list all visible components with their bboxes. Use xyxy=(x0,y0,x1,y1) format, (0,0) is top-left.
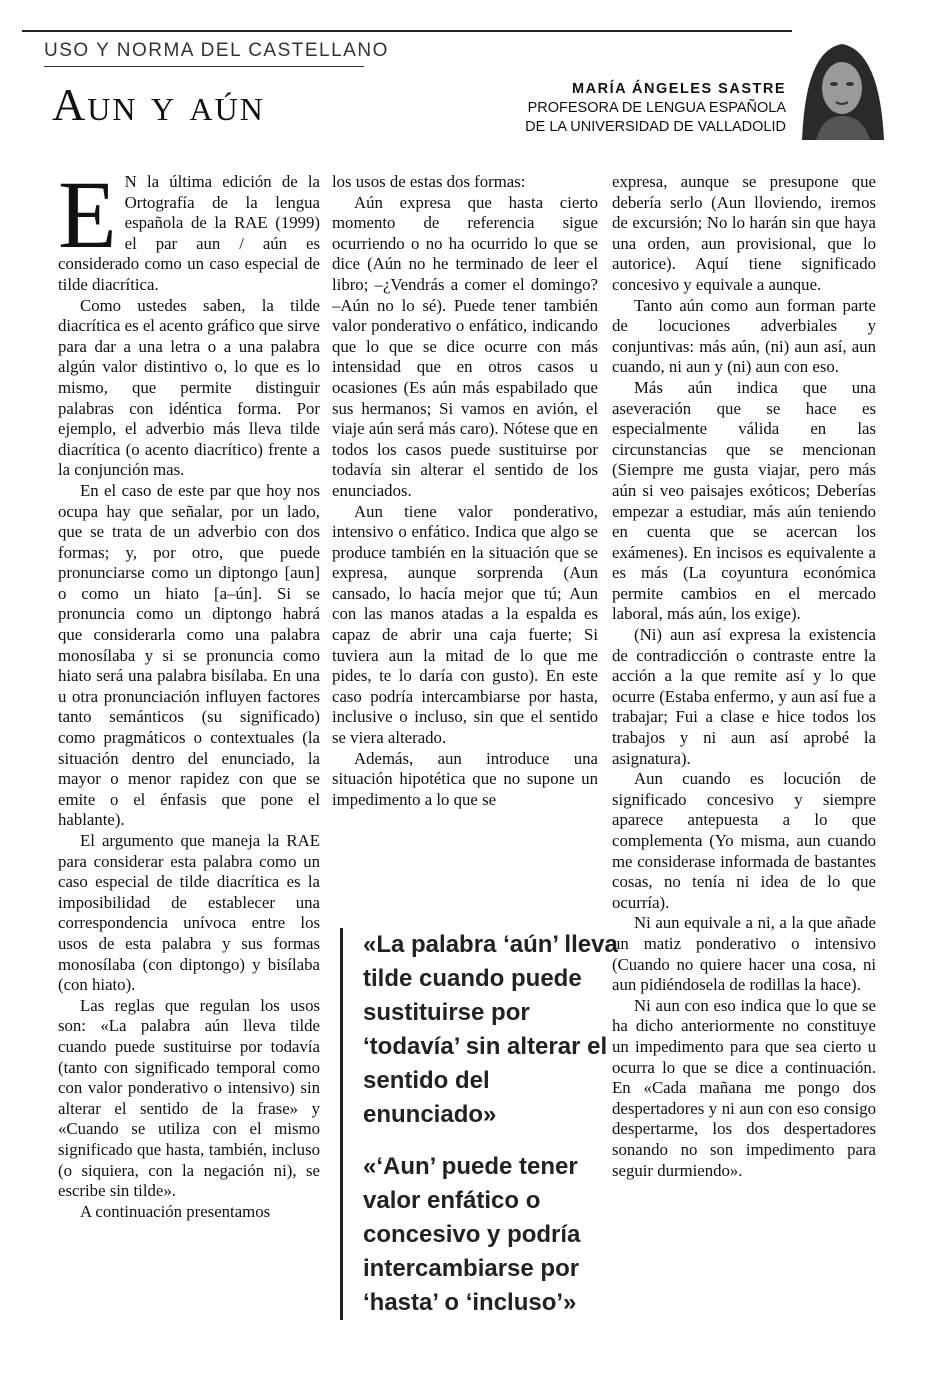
author-block xyxy=(525,80,786,137)
paragraph: Además, aun introduce una situación hipotética que no supone un impedimento a lo que se xyxy=(332,748,598,809)
paragraph: Ni aun equivale a ni, a la que añade un matiz ponderativo o intensivo (Cuando no quiere hacer una cosa, ni aun pidiéndosela de rodillas la hace). xyxy=(612,913,876,995)
paragraph: El argumento que maneja la RAE para considerar esta palabra como un caso especial de tilde diacrítica es la imposibilidad de establecer una correspondencia unívoca entre los usos de esta palabra y sus formas monosílaba (con diptongo) y bisílaba (con hiato). xyxy=(58,831,320,995)
author-name: MARÍA ÁNGELES SASTRE xyxy=(572,81,786,97)
paragraph: Ni aun con eso indica que lo que se ha dicho anteriormente no constituye un impedimento para que sea cierto u ocurra lo que se dice a continuación. En «Cada mañana me pongo dos despertadores y ni aun con eso consigo despertarme, los dos despertadores sonando no son impedimento para seguir durmiendo». xyxy=(612,995,876,1180)
drop-cap: E xyxy=(58,161,117,268)
pull-quote: «‘Aun’ puede tener valor enfático o concesivo y podría intercambiarse por ‘hasta’ o ‘incluso’» xyxy=(363,1153,581,1316)
section-label: USO Y NORMA DEL CASTELLANO xyxy=(44,40,389,61)
paragraph: A continuación presentamos xyxy=(80,1201,271,1221)
section-underline xyxy=(44,66,364,67)
paragraph: Las reglas que regulan los usos son: «La palabra aún lleva tilde cuando puede sustituirse por todavía (tanto con significado temporal como con valor ponderativo o intensivo) sin alterar el sentido de la frase» y «Cuando se utiliza con el mismo significado que hasta, también, incluso (o siquiera, con la negación ni), se escribe sin tilde». xyxy=(58,995,320,1201)
author-role-line-1: PROFESORA DE LENGUA ESPAÑOLA xyxy=(527,100,786,116)
column-2 xyxy=(332,172,598,810)
column-1 xyxy=(58,161,320,1222)
pull-quote: «La palabra ‘aún’ lleva tilde cuando puede sustituirse por ‘todavía’ sin alterar el sentido del enunciado» xyxy=(363,931,618,1128)
article-title: Aun y aún xyxy=(52,79,265,130)
column-3 xyxy=(612,172,876,1181)
paragraph: En el caso de este par que hoy nos ocupa hay que señalar, por un lado, que se trata de un adverbio con dos formas; y, por otro, que puede pronunciarse como un diptongo [aun] o como un hiato [a–ún]. Si se pronuncia como un diptongo habrá que considerarla como una palabra monosílaba y si se pronuncia como hiato será una palabra bisílaba. En una u otra pronunciación influyen factores tanto semánticos (su significado) como pragmáticos o contextuales (la situación dentro del enunciado, la mayor o menor rapidez con que se emite o el énfasis que pone el hablante). xyxy=(58,480,320,830)
pull-quote-box xyxy=(340,928,625,1320)
paragraph: expresa, aunque se presupone que debería serlo (Aun lloviendo, iremos de excursión; No lo harán sin que haya una orden, aun provisional, que lo autorice). Aquí tiene significado concesivo y equivale a aunque. xyxy=(612,172,876,294)
top-rule xyxy=(22,30,890,32)
paragraph: E N la última edición de la Ortografía de la lengua española de la RAE (1999) el par aun / aún es considerado como un caso especial de tilde diacrítica. xyxy=(58,161,320,294)
paragraph: Tanto aún como aun forman parte de locuciones adverbiales y conjuntivas: más aún, (ni) aun así, aun cuando, ni aun y (ni) aun con eso. xyxy=(612,295,876,377)
paragraph: Aun tiene valor ponderativo, intensivo o enfático. Indica que algo se produce también en la situación que se expresa, aunque sorprenda (Aun cansado, lo hacía mejor que tú; Aun con las manos atadas a la espalda es capaz de abrir una caja fuerte; Si tuviera aun la mitad de lo que me pides, te lo daría con gusto). En este caso podría intercambiarse por hasta, inclusive o incluso, sin que el sentido se viera alterado. xyxy=(332,501,598,748)
paragraph: los usos de estas dos formas: xyxy=(332,172,526,191)
paragraph: Aun cuando es locución de significado concesivo y siempre aparece antepuesta a lo que complementa (Yo misma, aun cuando me considerase informada de bastantes cosas, no tenía ni idea de lo que ocurría). xyxy=(612,769,876,912)
paragraph: (Ni) aun así expresa la existencia de contradicción o contraste entre la acción a la que remite así y lo que ocurre (Estaba enfermo, y aun así fue a trabajar; Fui a clase e hice todos los trabajos y ni aun así aprobé la asignatura). xyxy=(612,625,876,768)
paragraph: Aún expresa que hasta cierto momento de referencia sigue ocurriendo o no ha ocurrido lo que se dice (Aún no he terminado de leer el libro; –¿Vendrás a comer el domingo? –Aún no lo sé). Puede tener también valor ponderativo o enfático, indicando que lo que se dice ocurre con más intensidad que en otros casos u ocasiones (Es aún más espabilado que sus hermanos; Si vamos en avión, el viaje aún será más caro). Nótese que en todos los casos puede sustituirse por todavía sin alterar el sentido de los enunciados. xyxy=(332,192,598,500)
author-role-line-2: DE LA UNIVERSIDAD DE VALLADOLID xyxy=(525,119,786,135)
author-portrait xyxy=(792,30,892,140)
paragraph: Más aún indica que una aseveración que se hace es especialmente válida en las circunstancias que se mencionan (Siempre me gusta viajar, pero más aún si veo paisajes exóticos; Deberías empezar a estudiar, más aún teniendo en cuenta que se acercan los exámenes). En incisos es equivalente a es más (La coyuntura económica permite cambios en el mercado laboral, más aún, los exige). xyxy=(612,377,876,624)
paragraph: Como ustedes saben, la tilde diacrítica es el acento gráfico que sirve para dar a una letra o a una palabra algún valor distintivo o, lo que es lo mismo, que permite distinguir palabras con idéntica forma. Por ejemplo, el adverbio más lleva tilde diacrítica (o acento diacrítico) frente a la conjunción mas. xyxy=(58,295,320,480)
